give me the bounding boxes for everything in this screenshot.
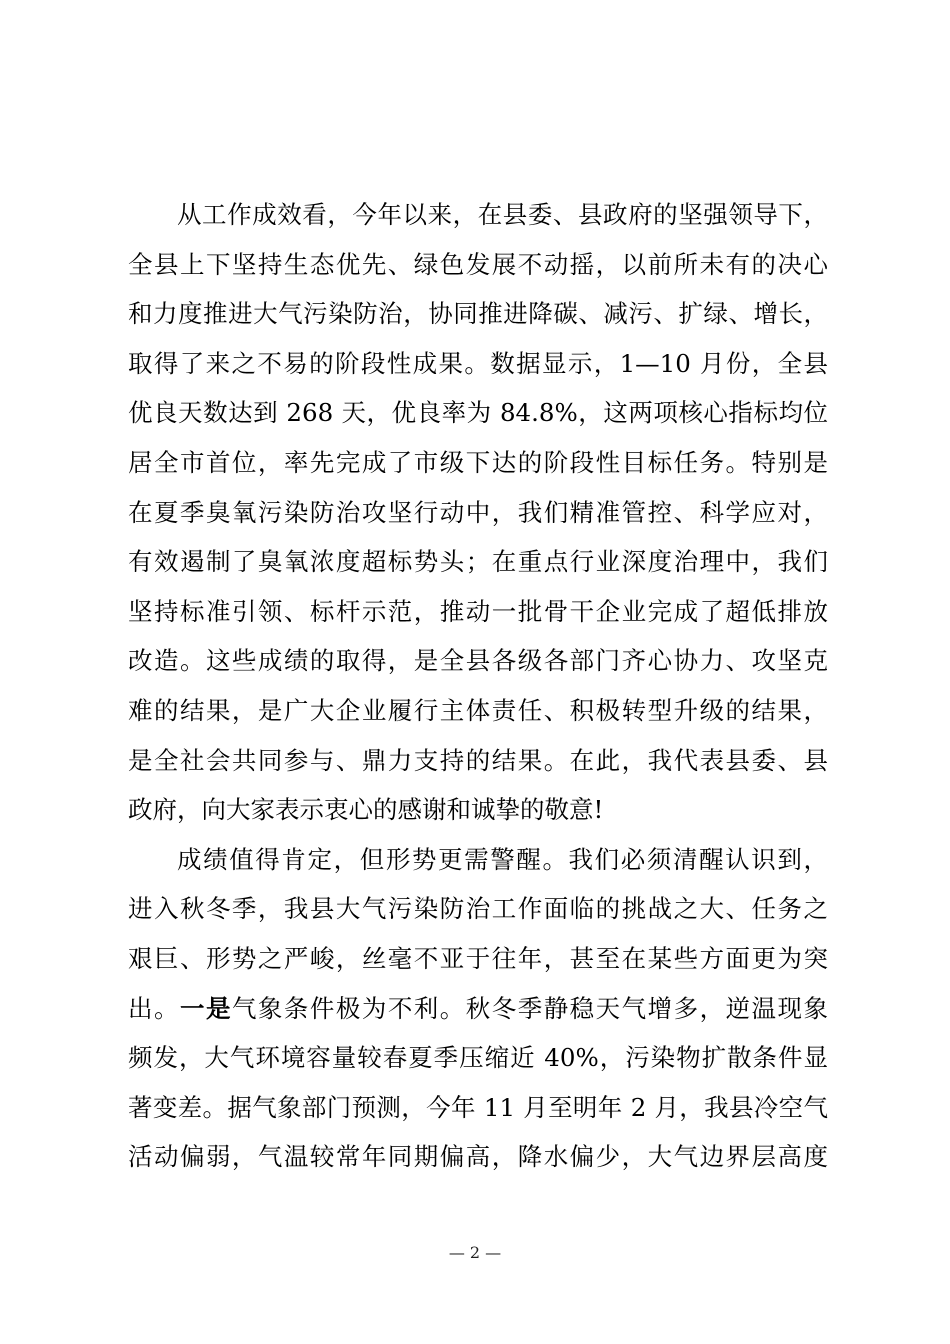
page-number: — 2 — (448, 1243, 502, 1262)
paragraph-1-line-5: 优良天数达到 268 天，优良率为 84.8%，这两项核心指标均位 (128, 398, 828, 428)
bold-lead-first-point: 一是 (179, 993, 232, 1023)
paragraph-2-line-4-suffix: 气象条件极为不利。秋冬季静稳天气增多，逆温现象 (231, 993, 829, 1023)
paragraph-1-line-12: 是全社会共同参与、鼎力支持的结果。在此，我代表县委、县 (128, 745, 828, 775)
paragraph-1-line-9: 坚持标准引领、标杆示范，推动一批骨干企业完成了超低排放 (128, 596, 828, 626)
paragraph-1-line-8: 有效遏制了臭氧浓度超标势头；在重点行业深度治理中，我们 (128, 547, 828, 577)
paragraph-2-line-7: 活动偏弱，气温较常年同期偏高，降水偏少，大气边界层高度 (128, 1142, 828, 1172)
paragraph-2-line-4 (128, 984, 828, 1034)
paragraph-1-line-4: 取得了来之不易的阶段性成果。数据显示，1—10 月份，全县 (128, 348, 828, 378)
paragraph-2-line-5: 频发，大气环境容量较春夏季压缩近 40%，污染物扩散条件显 (128, 1043, 828, 1073)
paragraph-1-line-1: 从工作成效看，今年以来，在县委、县政府的坚强领导下， (177, 200, 828, 229)
paragraph-1-line-11: 难的结果，是广大企业履行主体责任、积极转型升级的结果， (128, 695, 828, 725)
paragraph-1-line-3: 和力度推进大气污染防治，协同推进降碳、减污、扩绿、增长， (128, 299, 828, 329)
paragraph-1-line-2: 全县上下坚持生态优先、绿色发展不动摇，以前所未有的决心 (128, 249, 828, 279)
paragraph-2-line-4-prefix: 出。 (128, 993, 180, 1023)
paragraph-2-line-2: 进入秋冬季，我县大气污染防治工作面临的挑战之大、任务之 (128, 894, 828, 924)
paragraph-1-line-10: 改造。这些成绩的取得，是全县各级各部门齐心协力、攻坚克 (128, 646, 828, 676)
paragraph-2-line-1: 成绩值得肯定，但形势更需警醒。我们必须清醒认识到， (177, 844, 828, 874)
paragraph-2-line-6: 著变差。据气象部门预测，今年 11 月至明年 2 月，我县冷空气 (128, 1092, 828, 1122)
paragraph-1-line-7: 在夏季臭氧污染防治攻坚行动中，我们精准管控、科学应对， (128, 497, 828, 527)
body-text (128, 190, 828, 1182)
paragraph-2-line-3: 艰巨、形势之严峻，丝毫不亚于往年，甚至在某些方面更为突 (128, 943, 828, 973)
paragraph-1-line-6: 居全市首位，率先完成了市级下达的阶段性目标任务。特别是 (128, 447, 828, 477)
paragraph-1-line-13: 政府，向大家表示衷心的感谢和诚挚的敬意! (128, 795, 604, 825)
